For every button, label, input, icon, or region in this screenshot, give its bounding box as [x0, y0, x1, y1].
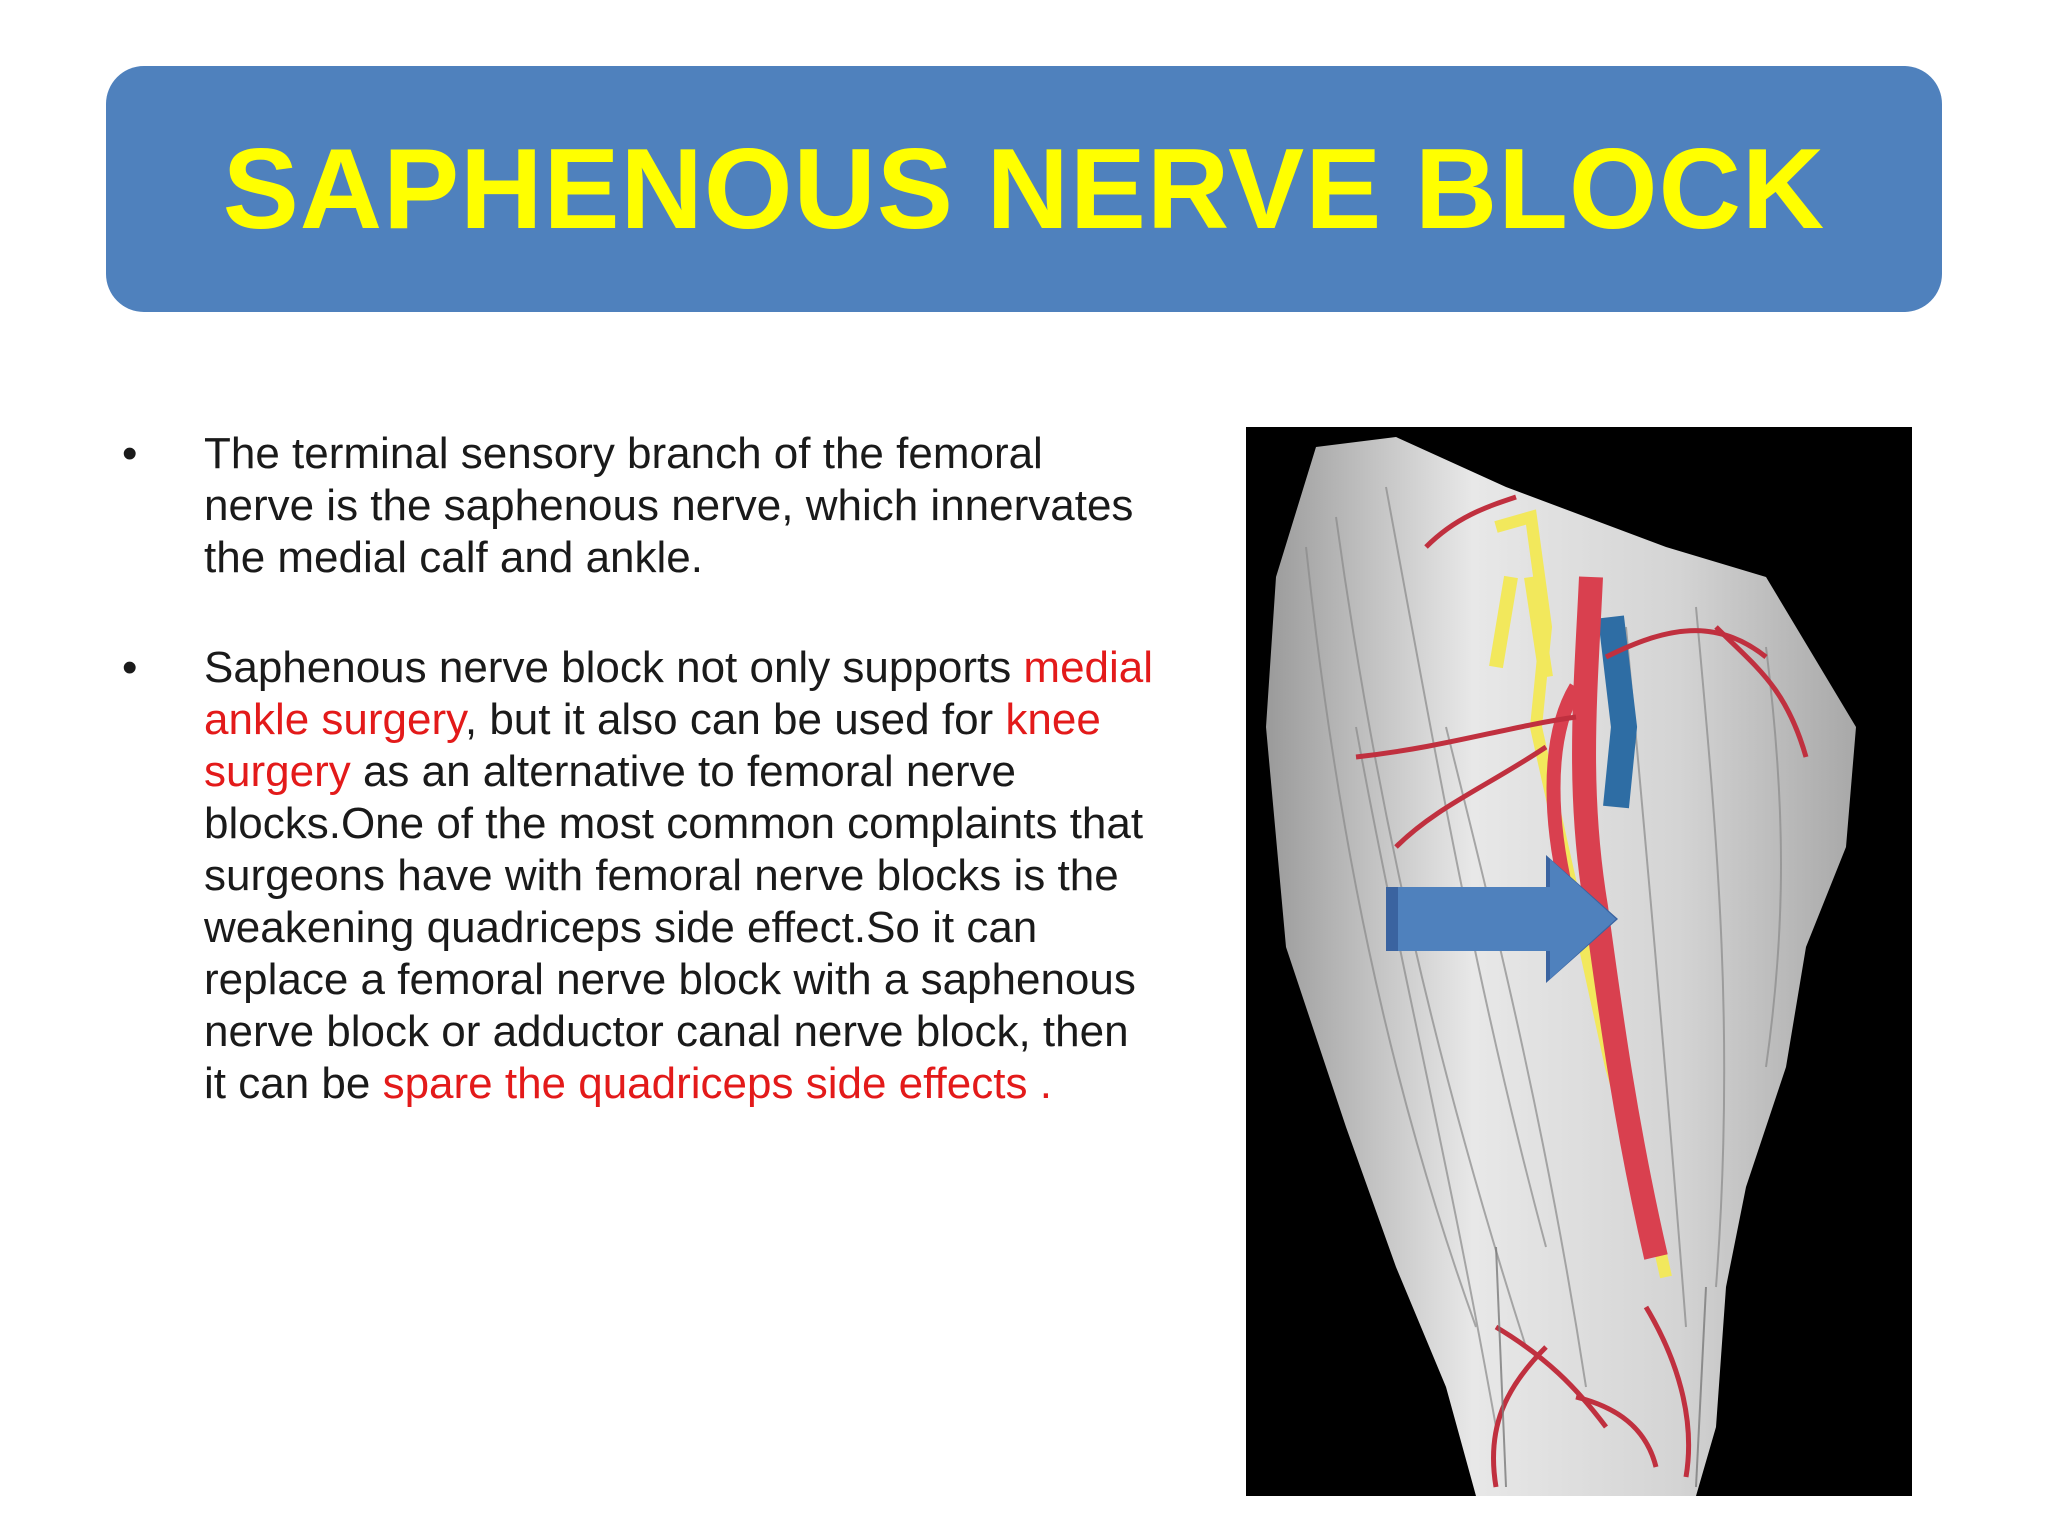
highlighted-term: spare the quadriceps side effects . [382, 1059, 1052, 1108]
bullet-symbol: • [122, 643, 138, 692]
bullet-list [118, 428, 1158, 1168]
bullet-segment: as an alternative to femoral nerve blocks.One of the most common complaints that surgeons have with femoral nerve blocks is the weakening quadriceps side effect.So it can replace a femoral nerve block with a saphenous nerve block or adductor canal nerve block, then it can be [204, 747, 1144, 1108]
bullet-text [204, 642, 1158, 1110]
bullet-symbol: • [122, 429, 138, 478]
bullet-segment: The terminal sensory branch of the femoral nerve is the saphenous nerve, which innervates the medial calf and ankle. [204, 429, 1134, 582]
thigh-anatomy-illustration [1246, 427, 1912, 1496]
slide-title: SAPHENOUS NERVE BLOCK [222, 125, 1826, 253]
title-banner [106, 66, 1942, 312]
bullet-item [118, 428, 1158, 584]
thigh-anatomy-figure [1246, 427, 1912, 1496]
bullet-item [118, 642, 1158, 1110]
highlighted-term: knee surgery [204, 695, 1101, 796]
vein-icon [1611, 617, 1624, 807]
highlighted-term: medial ankle surgery [204, 643, 1154, 744]
bullet-segment: Saphenous nerve block not only supports [204, 643, 1024, 692]
bullet-text [204, 428, 1158, 584]
bullet-segment: , but it also can be used for [464, 695, 1006, 744]
